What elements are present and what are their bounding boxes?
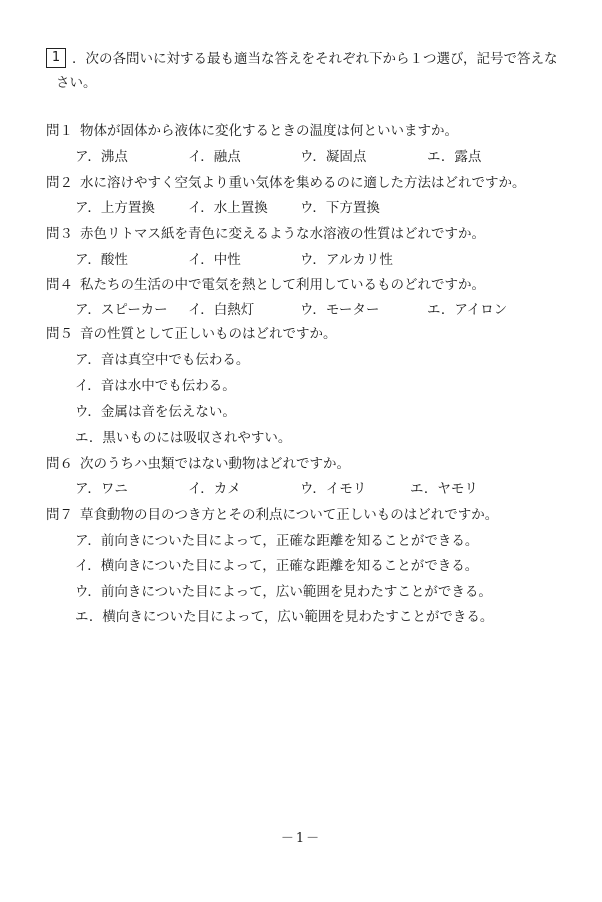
question-number: 問１ [46,123,73,139]
option: エ．横向きについた目によって，広い範囲を見わたすことができる。 [75,609,494,625]
question-text: 水に溶けやすく空気より重い気体を集めるのに適した方法はどれですか。 [80,175,526,191]
instructions-line-2: さい。 [56,75,97,91]
option: エ．アイロン [427,302,508,318]
question-7 [46,505,498,525]
question-number: 問４ [46,277,73,293]
question-number: 問６ [46,456,73,472]
question-number-box: 1 [46,48,66,68]
option: ア．沸点 [75,149,128,165]
question-text: 次のうちハ虫類ではない動物はどれですか。 [80,456,350,472]
option: ア．音は真空中でも伝わる。 [75,352,250,368]
option: ア．前向きについた目によって，正確な距離を知ることができる。 [75,533,479,549]
option: イ．融点 [188,149,241,165]
question-1 [46,121,458,141]
question-5 [46,324,337,344]
question-2 [46,173,526,193]
question-number: 問３ [46,226,73,242]
option: ア．スピーカー [75,302,168,318]
option: ア．上方置換 [75,200,155,216]
option: ウ．前向きについた目によって，広い範囲を見わたすことができる。 [75,584,492,600]
page-number: －1－ [280,831,322,846]
option: ウ．下方置換 [300,200,380,216]
option: ア．ワニ [75,481,128,497]
option: エ．露点 [427,149,482,165]
option: イ．音は水中でも伝わる。 [75,378,236,394]
option: イ．カメ [188,481,241,497]
option: イ．横向きについた目によって，正確な距離を知ることができる。 [75,558,479,574]
question-6 [46,454,350,474]
option: イ．中性 [188,252,241,268]
question-number: 問７ [46,507,73,523]
instructions-line-1: ．次の各問いに対する最も適当な答えをそれぞれ下から１つ選び，記号で答えな [72,51,558,67]
option: ウ．金属は音を伝えない。 [75,404,236,420]
question-number: 問２ [46,175,73,191]
option: イ．白熱灯 [188,302,255,318]
question-text: 音の性質として正しいものはどれですか。 [80,326,337,342]
option: ウ．アルカリ性 [300,252,393,268]
option: ウ．凝固点 [300,149,367,165]
question-text: 私たちの生活の中で電気を熱として利用しているものどれですか。 [80,277,485,293]
option: ア．酸性 [75,252,128,268]
question-3 [46,224,485,244]
question-4 [46,275,485,295]
option: エ．黒いものには吸収されやすい。 [75,430,292,446]
option: ウ．イモリ [300,481,367,497]
option: イ．水上置換 [188,200,268,216]
option: エ．ヤモリ [410,481,478,497]
question-text: 草食動物の目のつき方とその利点について正しいものはどれですか。 [80,507,499,523]
question-text: 赤色リトマス紙を青色に変えるような水溶液の性質はどれですか。 [80,226,485,242]
question-text: 物体が固体から液体に変化するときの温度は何といいますか。 [80,123,458,139]
option: ウ．モーター [300,302,380,318]
question-number: 問５ [46,326,73,342]
